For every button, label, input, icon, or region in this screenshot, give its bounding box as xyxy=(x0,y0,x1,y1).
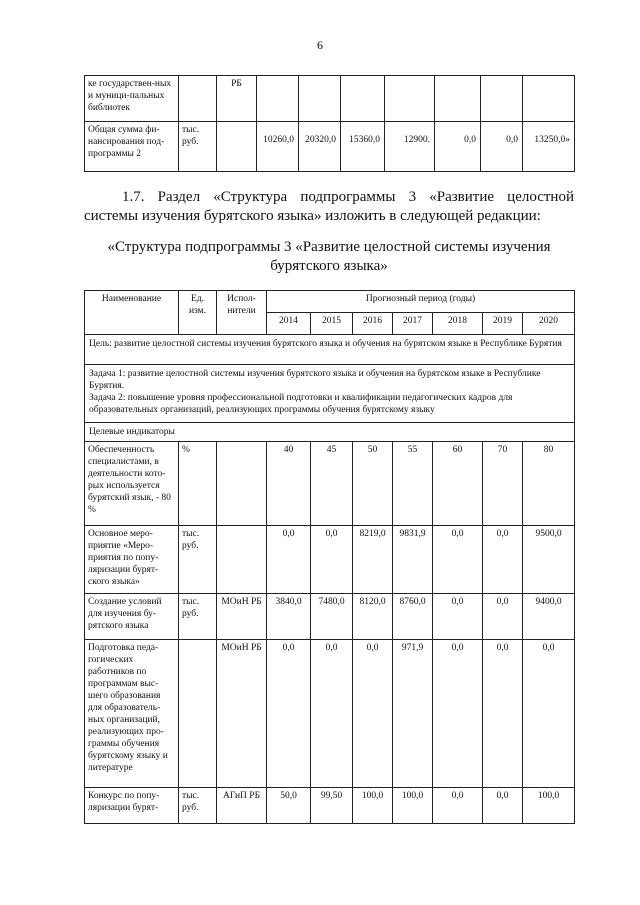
header-unit: Ед. изм. xyxy=(179,291,217,335)
row-unit xyxy=(179,76,217,122)
row-name: Основное меро-приятие «Меро-приятия по попу-ляризации бурят-ского языка» xyxy=(85,526,179,594)
cell: 0,0 xyxy=(433,526,483,594)
cell: 0,0 xyxy=(523,640,575,788)
table-row xyxy=(85,594,575,640)
header-row xyxy=(85,291,575,313)
row-name: Общая сумма фи-нансирования под-программы 2 xyxy=(85,122,179,172)
cell: 0,0 xyxy=(433,594,483,640)
section-instruction: 1.7. Раздел «Структура подпрограммы 3 «Развитие целостной системы изучения бурятского языка» изложить в следующей редакции: xyxy=(84,189,574,224)
cell: 8760,0 xyxy=(393,594,433,640)
subprogram-2-table-continuation xyxy=(84,75,575,172)
cell: 0,0 xyxy=(311,526,353,594)
cell: 100,0 xyxy=(523,788,575,824)
header-name: Наименование xyxy=(85,291,179,335)
indicators-label: Целевые индикаторы xyxy=(85,423,575,442)
cell: 0,0 xyxy=(483,526,523,594)
cell xyxy=(481,76,523,122)
row-exec: МОиН РБ xyxy=(217,594,267,640)
cell: 100,0 xyxy=(353,788,393,824)
cell xyxy=(385,76,435,122)
goal-row xyxy=(85,335,575,365)
cell: 55 xyxy=(393,442,433,526)
row-exec: АГиП РБ xyxy=(217,788,267,824)
header-year: 2016 xyxy=(353,313,393,335)
cell: 0,0 xyxy=(433,788,483,824)
table-row xyxy=(85,640,575,788)
row-name: ке государствен-ных и муници-пальных библиотек xyxy=(85,76,179,122)
cell: 45 xyxy=(311,442,353,526)
row-exec xyxy=(217,442,267,526)
cell xyxy=(257,76,299,122)
row-unit: тыс. руб. xyxy=(179,788,217,824)
cell: 8219,0 xyxy=(353,526,393,594)
cell: 20320,0 xyxy=(299,122,341,172)
row-unit: % xyxy=(179,442,217,526)
cell: 971,9 xyxy=(393,640,433,788)
row-exec xyxy=(217,526,267,594)
goal-text: Цель: развитие целостной системы изучения бурятского языка и обучения на бурятском языке в Республике Бурятия xyxy=(85,335,575,365)
header-year: 2018 xyxy=(433,313,483,335)
cell: 15360,0 xyxy=(341,122,385,172)
cell: 50 xyxy=(353,442,393,526)
header-period: Прогнозный период (годы) xyxy=(267,291,575,313)
row-exec xyxy=(217,122,257,172)
cell: 40 xyxy=(267,442,311,526)
header-year: 2017 xyxy=(393,313,433,335)
cell: 70 xyxy=(483,442,523,526)
cell: 0,0 xyxy=(311,640,353,788)
cell xyxy=(523,76,575,122)
table-row xyxy=(85,122,575,172)
cell: 10260,0 xyxy=(257,122,299,172)
header-year: 2015 xyxy=(311,313,353,335)
table-row xyxy=(85,442,575,526)
cell: 0,0 xyxy=(267,526,311,594)
row-name: Обеспеченность специалистами, в деятельности кото-рых используется бурятский язык, - 80 % xyxy=(85,442,179,526)
cell: 9831,9 xyxy=(393,526,433,594)
tasks-cell xyxy=(85,365,575,423)
task-2: Задача 2: повышение уровня профессиональной подготовки и квалификации педагогических кадров для образовательных организаций, реализующих программы обучения бурятскому языку xyxy=(89,393,513,415)
subprogram-3-structure-table xyxy=(84,290,575,824)
header-year: 2014 xyxy=(267,313,311,335)
table-row xyxy=(85,526,575,594)
header-year: 2020 xyxy=(523,313,575,335)
cell xyxy=(341,76,385,122)
cell xyxy=(299,76,341,122)
cell: 0,0 xyxy=(267,640,311,788)
cell: 0,0 xyxy=(353,640,393,788)
row-exec: МОиН РБ xyxy=(217,640,267,788)
cell: 0,0 xyxy=(483,640,523,788)
cell: 60 xyxy=(433,442,483,526)
cell: 0,0 xyxy=(481,122,523,172)
table-row xyxy=(85,76,575,122)
cell: 0,0 xyxy=(433,640,483,788)
cell: 0,0 xyxy=(435,122,481,172)
cell: 50,0 xyxy=(267,788,311,824)
row-exec: РБ xyxy=(217,76,257,122)
cell: 80 xyxy=(523,442,575,526)
cell: 99,50 xyxy=(311,788,353,824)
cell: 9400,0 xyxy=(523,594,575,640)
cell: 13250,0» xyxy=(523,122,575,172)
row-unit xyxy=(179,640,217,788)
row-unit: тыс. руб. xyxy=(179,122,217,172)
cell: 0,0 xyxy=(483,594,523,640)
task-1: Задача 1: развитие целостной системы изучения бурятского языка и обучения на бурятском языке в Республике Бурятия. xyxy=(89,369,541,391)
row-unit: тыс. руб. xyxy=(179,594,217,640)
cell: 100,0 xyxy=(393,788,433,824)
cell: 12900. xyxy=(385,122,435,172)
header-year: 2019 xyxy=(483,313,523,335)
indicators-row xyxy=(85,423,575,442)
row-name: Конкурс по попу-ляризации бурят- xyxy=(85,788,179,824)
cell xyxy=(435,76,481,122)
page-number: 6 xyxy=(317,38,323,52)
cell: 8120,0 xyxy=(353,594,393,640)
cell: 7480,0 xyxy=(311,594,353,640)
structure-title: «Структура подпрограммы 3 «Развитие целостной системы изучения бурятского языка» xyxy=(107,239,551,274)
cell: 9500,0 xyxy=(523,526,575,594)
cell: 0,0 xyxy=(483,788,523,824)
row-name: Подготовка педа-гогических работников по программам выс-шего образования для образователь-ных организаций, реализующих про-граммы обучения бурятскому языку и литературе xyxy=(85,640,179,788)
table-row xyxy=(85,788,575,824)
cell: 3840,0 xyxy=(267,594,311,640)
tasks-row xyxy=(85,365,575,423)
header-exec: Испол-нители xyxy=(217,291,267,335)
row-unit: тыс. руб. xyxy=(179,526,217,594)
row-name: Создание условий для изучения бу-рятского языка xyxy=(85,594,179,640)
